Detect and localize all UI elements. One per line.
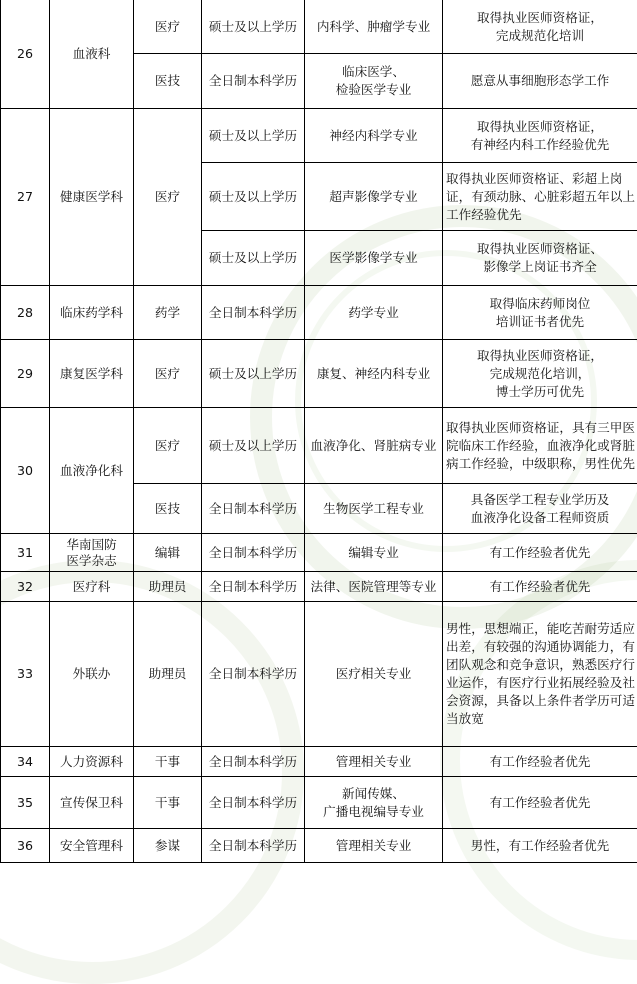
requirement: 具备医学工程专业学历及 血液净化设备工程师资质 [443, 484, 637, 534]
requirement: 有工作经验者优先 [443, 777, 637, 829]
position-type: 助理员 [134, 572, 202, 602]
major: 药学专业 [305, 286, 443, 340]
major: 临床医学、 检验医学专业 [305, 54, 443, 109]
row-number: 27 [1, 109, 50, 286]
table-row [1, 747, 637, 777]
table-row [1, 408, 637, 484]
department: 康复医学科 [50, 340, 134, 408]
education: 全日制本科学历 [202, 602, 305, 747]
position-type: 医技 [134, 484, 202, 534]
education: 硕士及以上学历 [202, 340, 305, 408]
education: 硕士及以上学历 [202, 163, 305, 231]
requirement: 取得执业医师资格证、彩超上岗证，有颈动脉、心脏彩超五年以上工作经验优先 [443, 163, 637, 231]
row-number: 35 [1, 777, 50, 829]
row-number: 30 [1, 408, 50, 534]
department: 血液净化科 [50, 408, 134, 534]
row-number: 28 [1, 286, 50, 340]
education: 全日制本科学历 [202, 534, 305, 572]
department: 医疗科 [50, 572, 134, 602]
position-type: 医疗 [134, 109, 202, 286]
requirement: 取得执业医师资格证，具有三甲医院临床工作经验，血液净化或肾脏病工作经验，中级职称，男性优先 [443, 408, 637, 484]
position-type: 助理员 [134, 602, 202, 747]
row-number: 32 [1, 572, 50, 602]
row-number: 31 [1, 534, 50, 572]
position-type: 药学 [134, 286, 202, 340]
requirement: 取得执业医师资格证、 影像学上岗证书齐全 [443, 231, 637, 286]
requirement: 男性，思想端正，能吃苦耐劳适应出差，有较强的沟通协调能力，有团队观念和竞争意识，熟悉医疗行业运作，有医疗行业拓展经验及社会资源，具备以上条件者学历可适当放宽 [443, 602, 637, 747]
position-type: 医疗 [134, 0, 202, 54]
major: 生物医学工程专业 [305, 484, 443, 534]
education: 硕士及以上学历 [202, 231, 305, 286]
requirement: 取得临床药师岗位 培训证书者优先 [443, 286, 637, 340]
position-type: 医疗 [134, 340, 202, 408]
education: 硕士及以上学历 [202, 109, 305, 163]
requirement: 有工作经验者优先 [443, 534, 637, 572]
position-type: 干事 [134, 747, 202, 777]
requirement: 男性，有工作经验者优先 [443, 829, 637, 863]
department: 临床药学科 [50, 286, 134, 340]
requirement: 取得执业医师资格证， 完成规范化培训 [443, 0, 637, 54]
table-row [1, 534, 637, 572]
requirement: 取得执业医师资格证， 完成规范化培训， 博士学历可优先 [443, 340, 637, 408]
row-number: 36 [1, 829, 50, 863]
major: 管理相关专业 [305, 747, 443, 777]
major: 法律、医院管理等专业 [305, 572, 443, 602]
education: 全日制本科学历 [202, 572, 305, 602]
department: 华南国防 医学杂志 [50, 534, 134, 572]
requirement: 有工作经验者优先 [443, 747, 637, 777]
education: 全日制本科学历 [202, 747, 305, 777]
department: 健康医学科 [50, 109, 134, 286]
row-number: 34 [1, 747, 50, 777]
department: 外联办 [50, 602, 134, 747]
major: 管理相关专业 [305, 829, 443, 863]
major: 医疗相关专业 [305, 602, 443, 747]
row-number: 29 [1, 340, 50, 408]
table-row [1, 777, 637, 829]
major: 神经内科学专业 [305, 109, 443, 163]
position-type: 医疗 [134, 408, 202, 484]
requirement: 愿意从事细胞形态学工作 [443, 54, 637, 109]
table-row [1, 572, 637, 602]
row-number: 26 [1, 0, 50, 109]
position-type: 干事 [134, 777, 202, 829]
education: 全日制本科学历 [202, 777, 305, 829]
major: 编辑专业 [305, 534, 443, 572]
major: 医学影像学专业 [305, 231, 443, 286]
position-type: 编辑 [134, 534, 202, 572]
requirement: 有工作经验者优先 [443, 572, 637, 602]
major: 血液净化、肾脏病专业 [305, 408, 443, 484]
position-type: 医技 [134, 54, 202, 109]
department: 安全管理科 [50, 829, 134, 863]
table-row [1, 0, 637, 54]
table-row [1, 829, 637, 863]
position-type: 参谋 [134, 829, 202, 863]
table-row [1, 286, 637, 340]
table-row [1, 340, 637, 408]
education: 全日制本科学历 [202, 829, 305, 863]
requirement: 取得执业医师资格证， 有神经内科工作经验优先 [443, 109, 637, 163]
department: 宣传保卫科 [50, 777, 134, 829]
major: 新闻传媒、 广播电视编导专业 [305, 777, 443, 829]
major: 超声影像学专业 [305, 163, 443, 231]
department: 人力资源科 [50, 747, 134, 777]
education: 全日制本科学历 [202, 286, 305, 340]
education: 全日制本科学历 [202, 54, 305, 109]
education: 硕士及以上学历 [202, 0, 305, 54]
major: 康复、神经内科专业 [305, 340, 443, 408]
row-number: 33 [1, 602, 50, 747]
department: 血液科 [50, 0, 134, 109]
major: 内科学、肿瘤学专业 [305, 0, 443, 54]
education: 全日制本科学历 [202, 484, 305, 534]
table-row [1, 109, 637, 163]
table-row [1, 602, 637, 747]
education: 硕士及以上学历 [202, 408, 305, 484]
